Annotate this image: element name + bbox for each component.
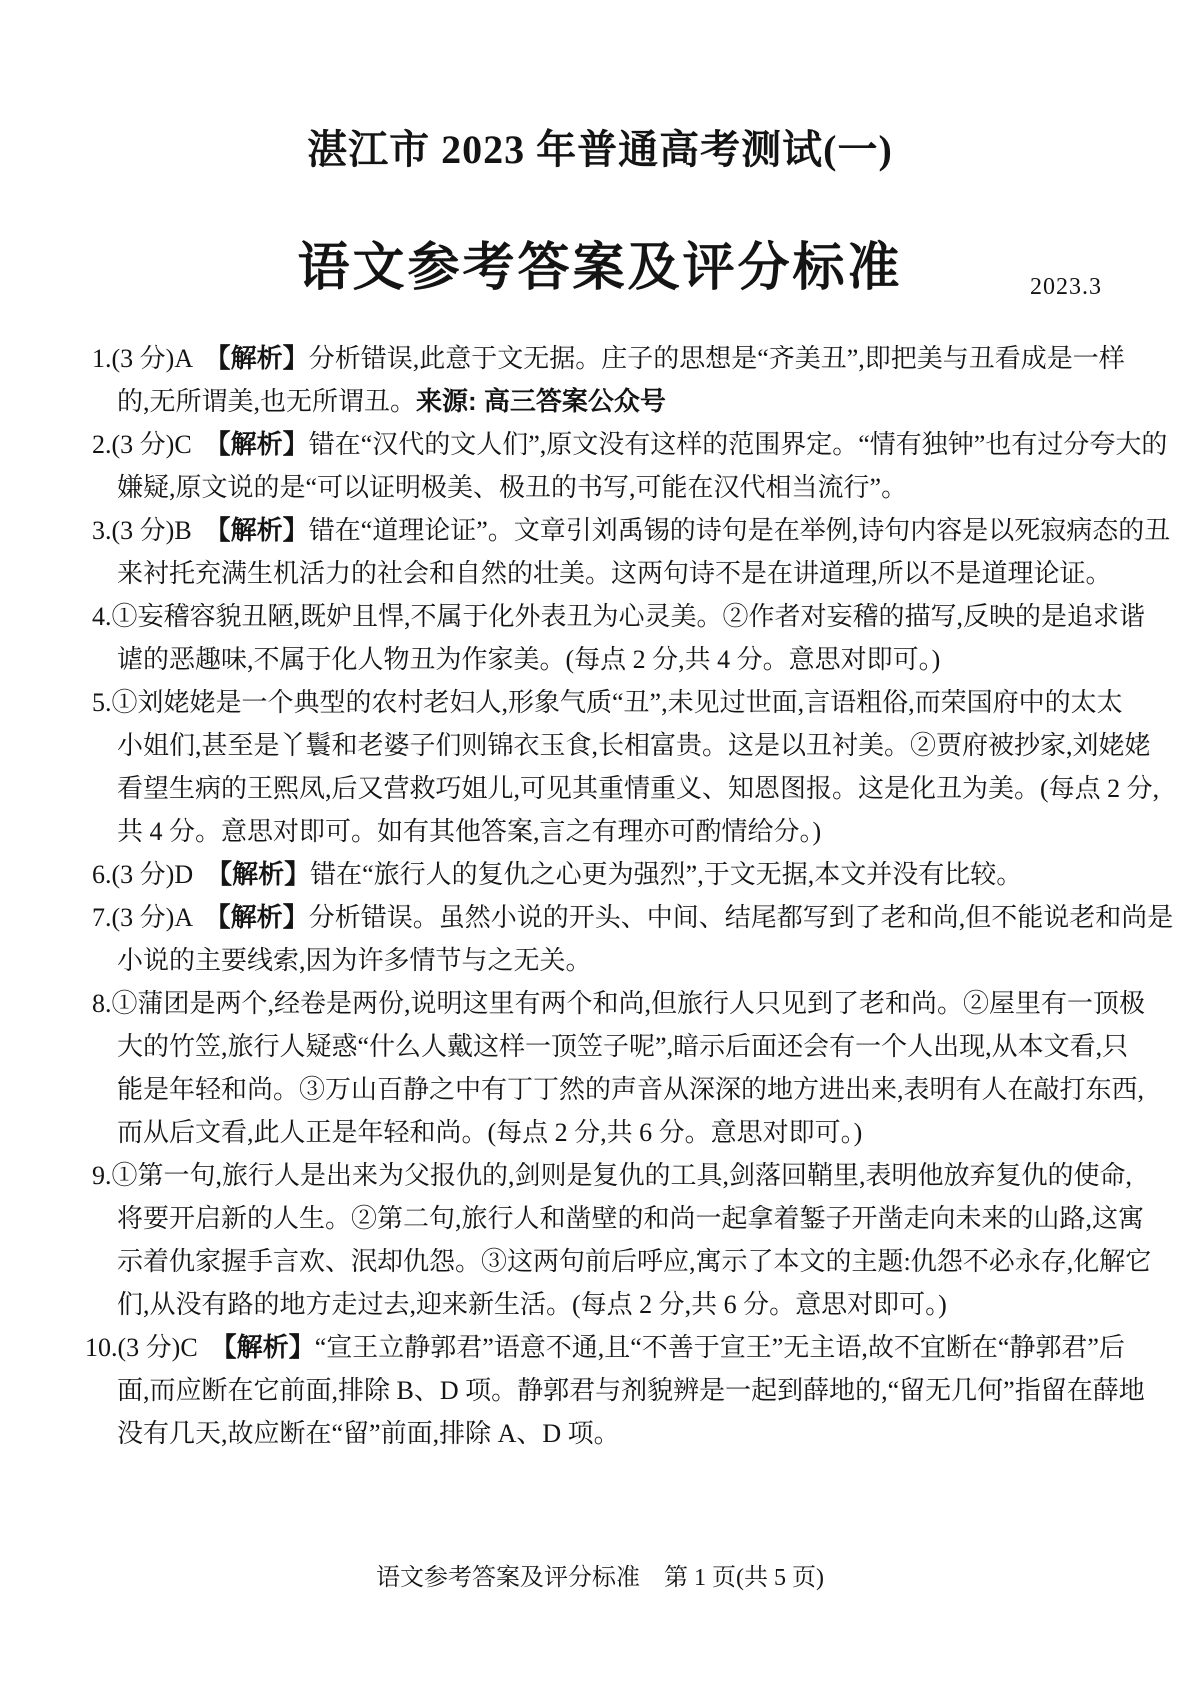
answer-line — [0, 1111, 1200, 1154]
body-text: 3.(3 分)B — [92, 516, 218, 545]
body-text: 小姐们,甚至是丫鬟和老婆子们则锦衣玉食,长相富贵。这是以丑衬美。②贾府被抄家,刘姥姥 — [117, 731, 1151, 760]
body-text: “宣王立静郭君”语意不通,且“不善于宣王”无主语,故不宜断在“静郭君”后 — [314, 1333, 1125, 1362]
answer-line — [0, 853, 1200, 896]
answer-line — [0, 1412, 1200, 1455]
answer-line — [0, 1326, 1200, 1369]
answer-item-10 — [0, 1326, 1200, 1455]
answer-line — [0, 724, 1200, 767]
answer-line — [0, 466, 1200, 509]
answer-item-5 — [0, 681, 1200, 853]
body-text: 错在“旅行人的复仇之心更为强烈”,于文无据,本文并没有比较。 — [310, 860, 1023, 889]
subtitle-row — [0, 225, 1200, 300]
body-text: 4.①妄稽容貌丑陋,既妒且悍,不属于化外表丑为心灵美。②作者对妄稽的描写,反映的是追求谐 — [92, 602, 1146, 631]
answer-line — [0, 767, 1200, 810]
exam-date: 2023.3 — [1030, 274, 1102, 300]
body-text: 小说的主要线索,因为许多情节与之无关。 — [117, 946, 592, 975]
answer-line — [0, 1369, 1200, 1412]
body-text: 分析错误。虽然小说的开头、中间、结尾都写到了老和尚,但不能说老和尚是 — [308, 903, 1174, 932]
emphasis-text: 【解析】 — [217, 429, 309, 459]
body-text: 错在“道理论证”。文章引刘禹锡的诗句是在举例,诗句内容是以死寂病态的丑 — [308, 516, 1171, 545]
answer-line — [0, 1025, 1200, 1068]
answer-line — [0, 552, 1200, 595]
answer-key-subtitle: 语文参考答案及评分标准 — [297, 239, 903, 297]
body-text: 没有几天,故应断在“留”前面,排除 A、D 项。 — [117, 1419, 620, 1448]
answer-item-7 — [0, 896, 1200, 982]
emphasis-text: 【解析】 — [217, 343, 309, 373]
page-footer: 语文参考答案及评分标准 第 1 页(共 5 页) — [376, 1565, 824, 1591]
answer-line — [0, 1240, 1200, 1283]
body-text: 的,无所谓美,也无所谓丑。 — [117, 387, 417, 416]
body-text: 7.(3 分)A — [92, 903, 218, 932]
answer-item-4 — [0, 595, 1200, 681]
body-text: 示着仇家握手言欢、泯却仇怨。③这两句前后呼应,寓示了本文的主题:仇怨不必永存,化解它 — [117, 1247, 1152, 1276]
body-text: 能是年轻和尚。③万山百静之中有丁丁然的声音从深深的地方进出来,表明有人在敲打东西, — [117, 1075, 1145, 1104]
body-text: 共 4 分。意思对即可。如有其他答案,言之有理亦可酌情给分。) — [117, 817, 822, 846]
answer-line — [0, 681, 1200, 724]
body-text: 将要开启新的人生。②第二句,旅行人和凿壁的和尚一起拿着錾子开凿走向未来的山路,这寓 — [117, 1204, 1145, 1233]
body-text: 大的竹笠,旅行人疑惑“什么人戴这样一顶笠子呢”,暗示后面还会有一个人出现,从本文看,只 — [117, 1032, 1129, 1061]
answer-item-6 — [0, 853, 1200, 896]
body-text: 10.(3 分)C — [85, 1333, 224, 1362]
body-text: 5.①刘姥姥是一个典型的农村老妇人,形象气质“丑”,未见过世面,言语粗俗,而荣国府中的太太 — [92, 688, 1123, 717]
body-text: 看望生病的王熙凤,后又营救巧姐儿,可见其重情重义、知恩图报。这是化丑为美。(每点 2 分, — [117, 774, 1160, 803]
body-text: 来衬托充满生机活力的社会和自然的壮美。这两句诗不是在讲道理,所以不是道理论证。 — [117, 559, 1112, 588]
emphasis-text: 【解析】 — [217, 902, 309, 932]
body-text: 2.(3 分)C — [92, 430, 218, 459]
body-text: 1.(3 分)A — [92, 344, 218, 373]
body-text: 们,从没有路的地方走过去,迎来新生活。(每点 2 分,共 6 分。意思对即可。) — [117, 1290, 947, 1319]
answer-line — [0, 1283, 1200, 1326]
answers-list — [0, 337, 1200, 1455]
body-text: 面,而应断在它前面,排除 B、D 项。静郭君与剂貌辨是一起到薛地的,“留无几何”指留在薛地 — [117, 1376, 1145, 1405]
answer-item-3 — [0, 509, 1200, 595]
answer-line — [0, 380, 1200, 423]
emphasis-text: 【解析】 — [219, 859, 311, 889]
answer-line — [0, 337, 1200, 380]
body-text: 9.①第一句,旅行人是出来为父报仇的,剑则是复仇的工具,剑落回鞘里,表明他放弃复仇的使命, — [92, 1161, 1133, 1190]
answer-line — [0, 896, 1200, 939]
body-text: 谑的恶趣味,不属于化人物丑为作家美。(每点 2 分,共 4 分。意思对即可。) — [117, 645, 941, 674]
answer-line — [0, 810, 1200, 853]
answer-item-1 — [0, 337, 1200, 423]
answer-line — [0, 423, 1200, 466]
answer-line — [0, 595, 1200, 638]
answer-line — [0, 982, 1200, 1025]
exam-title: 湛江市 2023 年普通高考测试(一) — [307, 127, 893, 172]
body-text: 分析错误,此意于文无据。庄子的思想是“齐美丑”,即把美与丑看成是一样 — [308, 344, 1125, 373]
answer-line — [0, 1154, 1200, 1197]
body-text: 8.①蒲团是两个,经卷是两份,说明这里有两个和尚,但旅行人只见到了老和尚。②屋里有一顶极 — [92, 989, 1146, 1018]
answer-line — [0, 638, 1200, 681]
emphasis-text: 【解析】 — [223, 1332, 315, 1362]
answer-line — [0, 1068, 1200, 1111]
emphasis-text: 来源: 高三答案公众号 — [416, 386, 666, 416]
answer-item-2 — [0, 423, 1200, 509]
answer-line — [0, 1197, 1200, 1240]
emphasis-text: 【解析】 — [217, 515, 309, 545]
body-text: 6.(3 分)D — [92, 860, 220, 889]
body-text: 而从后文看,此人正是年轻和尚。(每点 2 分,共 6 分。意思对即可。) — [117, 1118, 863, 1147]
answer-line — [0, 509, 1200, 552]
body-text: 错在“汉代的文人们”,原文没有这样的范围界定。“情有独钟”也有过分夸大的 — [308, 430, 1168, 459]
answer-line — [0, 939, 1200, 982]
body-text: 嫌疑,原文说的是“可以证明极美、极丑的书写,可能在汉代相当流行”。 — [117, 473, 908, 502]
answer-item-8 — [0, 982, 1200, 1154]
answer-item-9 — [0, 1154, 1200, 1326]
